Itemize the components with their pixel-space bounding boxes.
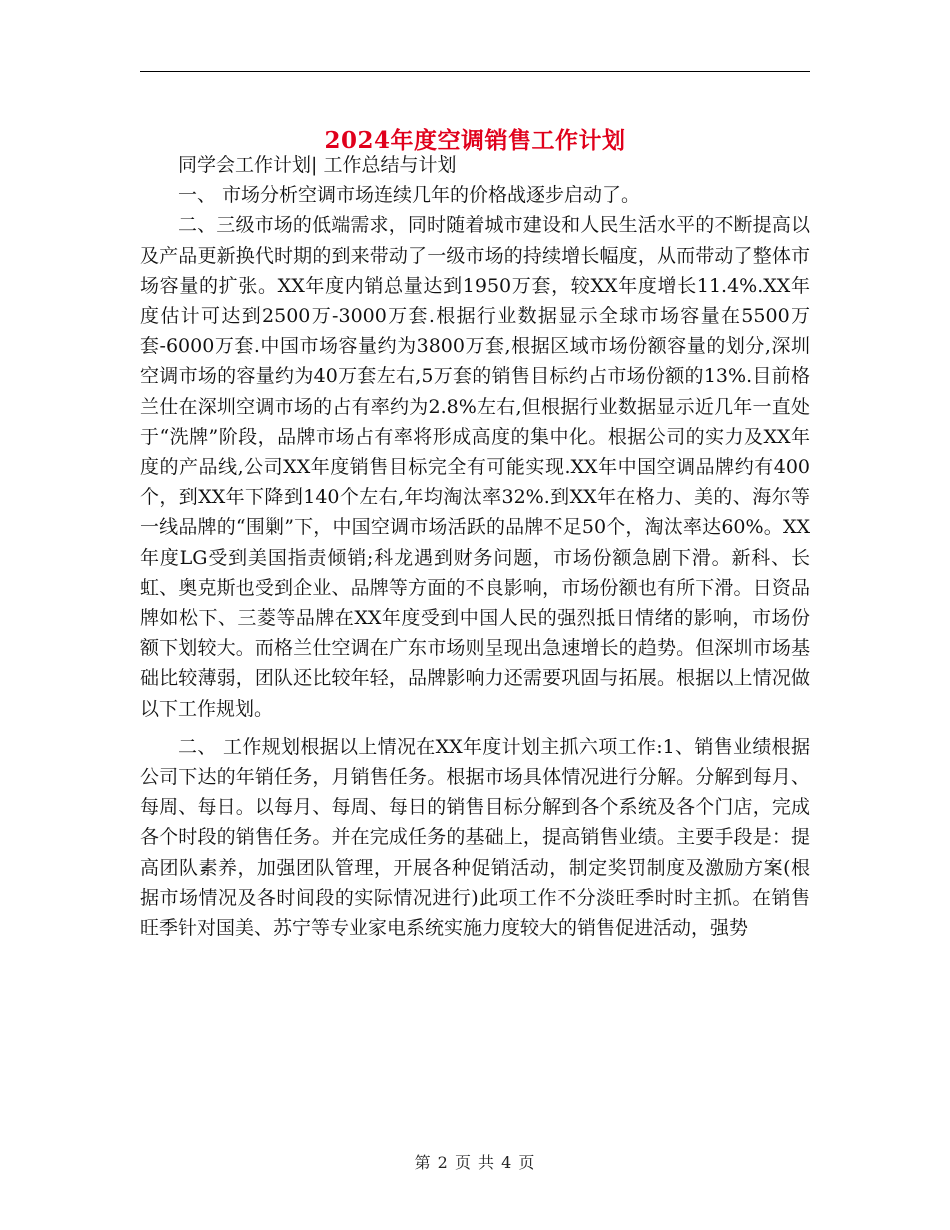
document-body — [140, 150, 810, 943]
page-number-footer: 第 2 页 共 4 页 — [414, 1153, 536, 1172]
paragraph-section-1: 一、 市场分析空调市场连续几年的价格战逐步启动了。 — [178, 184, 641, 207]
header-rule — [140, 71, 810, 72]
paragraph-work-plan: 二、 工作规划根据以上情况在XX年度计划主抓六项工作:1、销售业绩根据公司下达的年销任务，月销售任务。根据市场具体情况进行分解。分解到每月、每周、每日。以每月、每周、每日的销售目标分解到各个系统及各个门店，完成各个时段的销售任务。并在完成任务的基础上，提高销售业绩。主要手段是：提高团队素养，加强团队管理，开展各种促销活动，制定奖罚制度及激励方案(根据市场情况及各时间段的实际情况进行)此项工作不分淡旺季时时主抓。在销售旺季针对国美、苏宁等专业家电系统实施力度较大的销售促进活动，强势 — [140, 735, 810, 940]
paragraph-market-analysis: 二、三级市场的低端需求，同时随着城市建设和人民生活水平的不断提高以及产品更新换代时期的到来带动了一级市场的持续增长幅度，从而带动了整体市场容量的扩张。XX年度内销总量达到1950万套，较XX年度增长11.4%.XX年度估计可达到2500万-3000万套.根据行业数据显示全球市场容量在5500万套-6000万套.中国市场容量约为3800万套,根据区域市场份额容量的划分,深圳空调市场的容量约为40万套左右,5万套的销售目标约占市场份额的13%.目前格兰仕在深圳空调市场的占有率约为2.8%左右,但根据行业数据显示近几年一直处于“洗牌”阶段，品牌市场占有率将形成高度的集中化。根据公司的实力及XX年度的产品线,公司XX年度销售目标完全有可能实现.XX年中国空调品牌约有400个，到XX年下降到140个左右,年均淘汰率32%.到XX年在格力、美的、海尔等一线品牌的“围剿”下，中国空调市场活跃的品牌不足50个，淘汰率达60%。XX年度LG受到美国指责倾销;科龙遇到财务问题，市场份额急剧下滑。新科、长虹、奥克斯也受到企业、品牌等方面的不良影响，市场份额也有所下滑。日资品牌如松下、三菱等品牌在XX年度受到中国人民的强烈抵日情绪的影响，市场份额下划较大。而格兰仕空调在广东市场则呈现出急速增长的趋势。但深圳市场基础比较薄弱，团队还比较年轻，品牌影响力还需要巩固与拓展。根据以上情况做以下工作规划。 — [140, 214, 810, 720]
paragraph-subtitle: 同学会工作计划| 工作总结与计划 — [178, 154, 457, 176]
document-title: 2024年度空调销售工作计划 — [324, 127, 626, 155]
